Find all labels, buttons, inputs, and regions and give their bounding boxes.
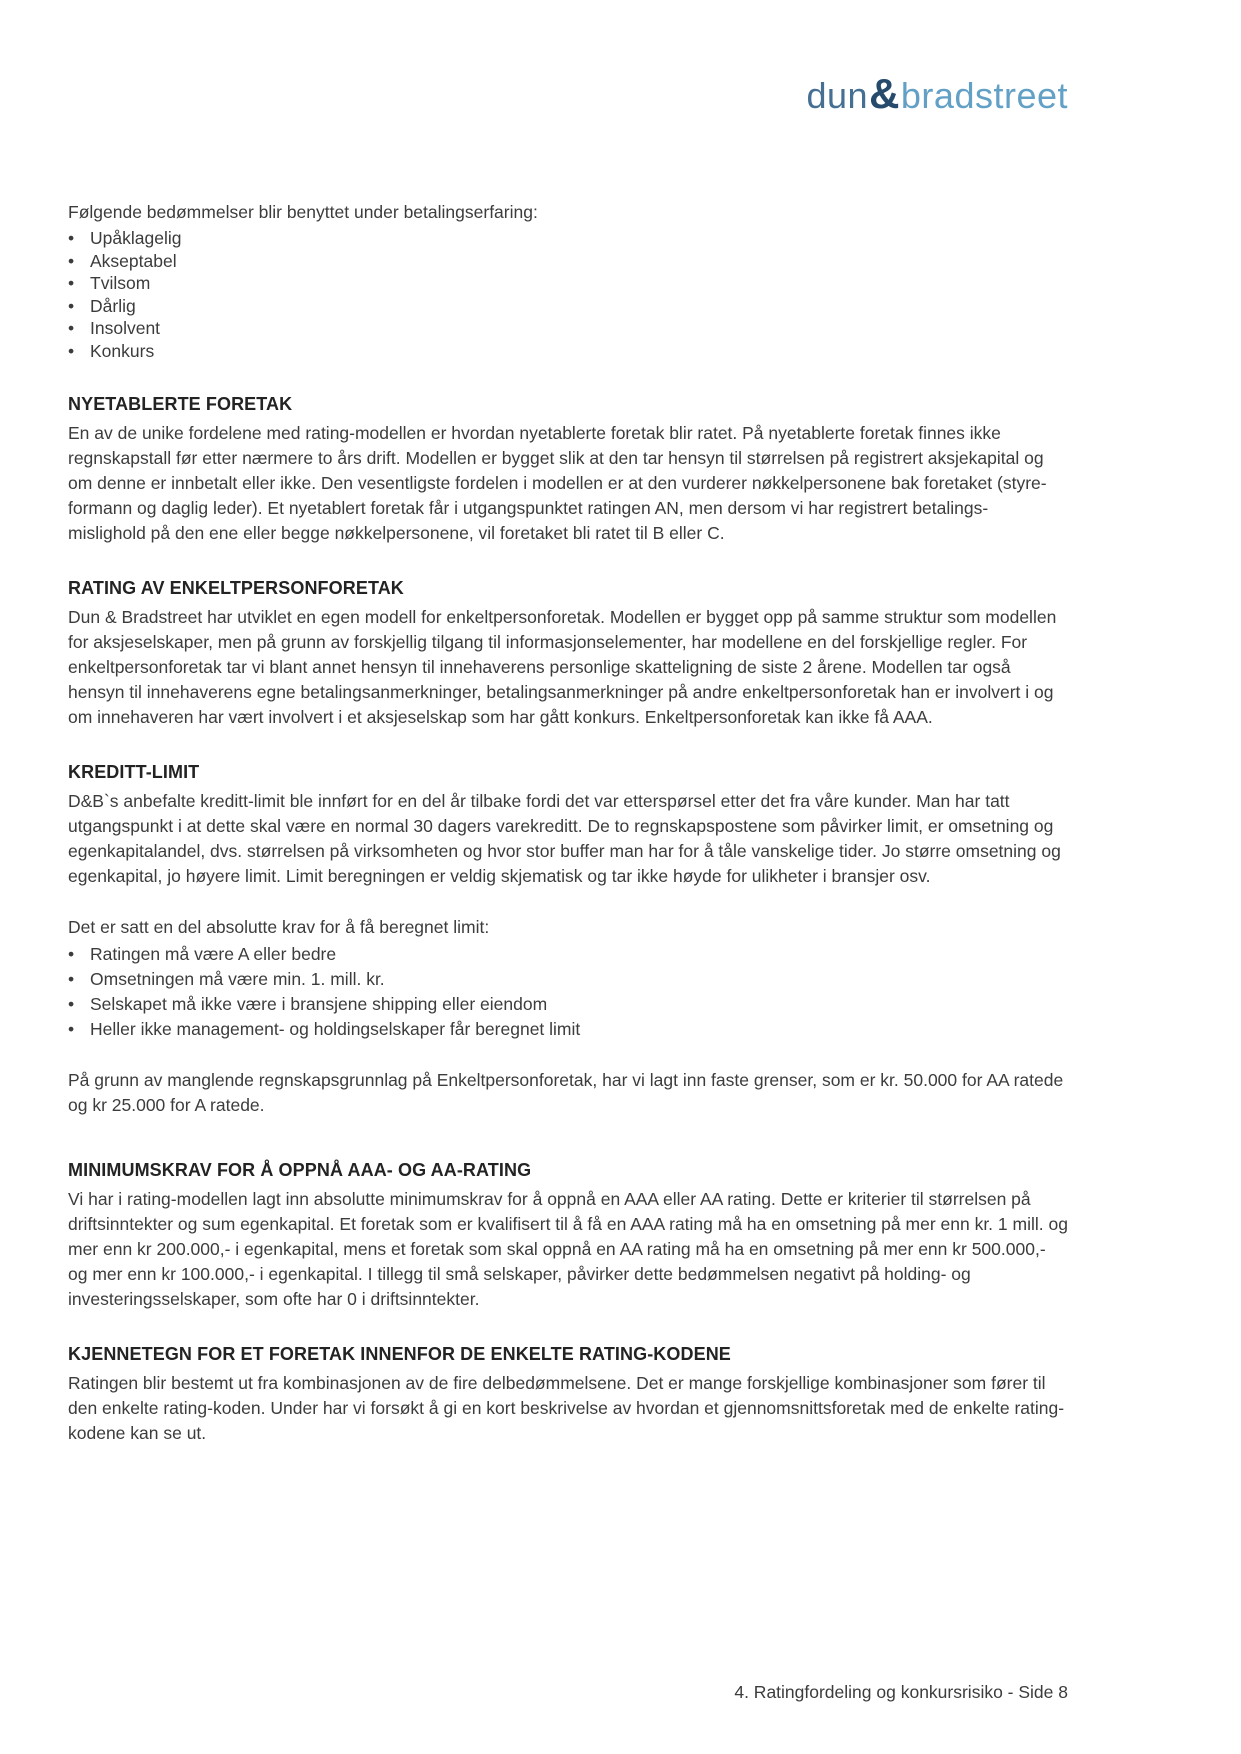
intro-lead: Følgende bedømmelser blir benyttet under betalingserfaring: (68, 202, 538, 222)
limit-requirements-block (68, 915, 1068, 1042)
list-item (68, 992, 1068, 1017)
bullet-icon: • (68, 969, 75, 989)
list-item (68, 250, 1068, 273)
logo-ampersand-icon: & (869, 70, 900, 117)
section-body: Vi har i rating-modellen lagt inn absolutte minimumskrav for å oppnå en AAA eller AA rating. Dette er kriterier til størrelsen på driftsinntekter og sum egenkapital. Et foretak som er kvalifisert til å få en AAA rating må ha en omsetning på mer enn kr. 1 mill. og mer enn kr 200.000,- i egenkapital, mens et foretak som skal oppnå en AA rating må ha en omsetning på mer enn kr 500.000,- og mer enn kr 100.000,- i egenkapital. I tillegg til små selskaper, påvirker dette bedømmelsen negativt på holding- og investeringsselskaper, som ofte har 0 i driftsinntekter. (68, 1189, 1068, 1309)
list-item (68, 967, 1068, 992)
logo-text-bradstreet: bradstreet (900, 75, 1068, 116)
bullet-icon: • (68, 295, 75, 316)
list-item (68, 1017, 1068, 1042)
dun-bradstreet-logo (68, 0, 1068, 116)
section-heading: RATING AV ENKELTPERSONFORETAK (68, 578, 404, 598)
section-heading: KJENNETEGN FOR ET FORETAK INNENFOR DE ENKELTE RATING-KODENE (68, 1344, 731, 1364)
list-item-text: Selskapet må ikke være i bransjene shipping eller eiendom (90, 994, 548, 1014)
list-item-text: Heller ikke management- og holdingselskaper får beregnet limit (90, 1019, 581, 1039)
list-item-text: Upåklagelig (90, 228, 182, 248)
bullet-icon: • (68, 273, 75, 293)
list-item-text: Konkurs (90, 340, 155, 361)
section-nyetablerte-foretak (68, 392, 1068, 546)
bullet-icon: • (68, 250, 75, 271)
payment-experience-list (68, 227, 1068, 362)
limit-note: På grunn av manglende regnskapsgrunnlag på Enkeltpersonforetak, har vi lagt inn faste grenser, som er kr. 50.000 for AA ratede og kr 25.000 for A ratede. (68, 1070, 1064, 1115)
limit-requirements-lead: Det er satt en del absolutte krav for å få beregnet limit: (68, 917, 490, 937)
section-minimumskrav (68, 1158, 1068, 1312)
list-item (68, 942, 1068, 967)
section-rating-enkeltpersonforetak (68, 576, 1068, 730)
section-kreditt-limit (68, 760, 1068, 889)
list-item (68, 295, 1068, 318)
page-footer: 4. Ratingfordeling og konkursrisiko - Side 8 (734, 1682, 1068, 1702)
bullet-icon: • (68, 1019, 75, 1039)
section-heading: NYETABLERTE FORETAK (68, 394, 293, 414)
section-kjennetegn (68, 1342, 1068, 1446)
list-item-text: Akseptabel (90, 250, 177, 271)
list-item-text: Omsetningen må være min. 1. mill. kr. (90, 969, 385, 989)
list-item-text: Tvilsom (90, 273, 151, 293)
list-item (68, 317, 1068, 340)
bullet-icon: • (68, 994, 75, 1014)
limit-requirements-list (68, 942, 1068, 1042)
list-item (68, 340, 1068, 363)
content-column (68, 0, 1068, 1446)
section-body: D&B`s anbefalte kreditt-limit ble innført for en del år tilbake fordi det var etterspørsel etter det fra våre kunder. Man har tatt utgangspunkt i at dette skal være en normal 30 dagers varekreditt. De to regnskapspostene som påvirker limit, er omsetning og egenkapitalandel, dvs. størrelsen på virksomheten og hvor stor buffer man har for å tåle vanskelige tider. Jo større omsetning og egenkapital, jo høyere limit. Limit beregningen er veldig skjematisk og tar ikke høyde for ulikheter i bransjer osv. (68, 791, 1061, 886)
list-item (68, 227, 1068, 250)
logo-text-dun: dun (806, 75, 869, 116)
bullet-icon: • (68, 944, 75, 964)
section-heading: KREDITT-LIMIT (68, 762, 200, 782)
section-body: Ratingen blir bestemt ut fra kombinasjonen av de fire delbedømmelsene. Det er mange forskjellige kombinasjoner som fører til den enkelte rating-koden. Under har vi forsøkt å gi en kort beskrivelse av hvordan et gjennomsnittsforetak med de enkelte rating-kodene kan se ut. (68, 1373, 1065, 1443)
list-item-text: Dårlig (90, 295, 136, 316)
section-body: En av de unike fordelene med rating-modellen er hvordan nyetablerte foretak blir ratet. På nyetablerte foretak finnes ikke regnskapstall før etter nærmere to års drift. Modellen er bygget slik at den tar hensyn til størrelsen på registrert aksjekapital og om denne er innbetalt eller ikke. Den vesentligste fordelen i modellen er at den vurderer nøkkelpersonene bak foretaket (styre- formann og daglig leder). Et nyetablert foretak får i utgangspunktet ratingen AN, men dersom vi har registrert betalings- mislighold på den ene eller begge nøkkelpersonene, vil foretaket bli ratet til B eller C. (68, 423, 1047, 543)
section-body: Dun & Bradstreet har utviklet en egen modell for enkeltpersonforetak. Modellen er bygget opp på samme struktur som modellen for aksjeselskaper, men på grunn av forskjellig tilgang til informasjonselementer, har modellene en del forskjellige regler. For enkeltpersonforetak tar vi blant annet hensyn til innehaverens personlige skatteligning de siste 2 årene. Modellen tar også hensyn til innehaverens egne betalingsanmerkninger, betalingsanmerkninger på andre enkeltpersonforetak han er involvert i og om innehaveren har vært involvert i et aksjeselskap som har gått konkurs. Enkeltpersonforetak kan ikke få AAA. (68, 607, 1057, 727)
list-item-text: Ratingen må være A eller bedre (90, 944, 337, 964)
bullet-icon: • (68, 318, 75, 338)
section-heading: MINIMUMSKRAV FOR Å OPPNÅ AAA- OG AA-RATING (68, 1160, 532, 1180)
bullet-icon: • (68, 228, 75, 248)
list-item-text: Insolvent (90, 318, 161, 338)
bullet-icon: • (68, 340, 75, 361)
list-item (68, 272, 1068, 295)
